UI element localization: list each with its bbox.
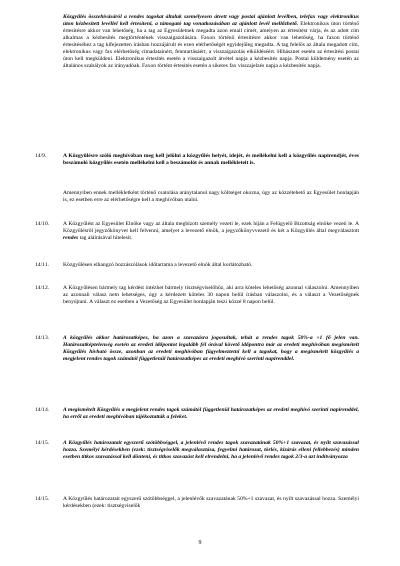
intro-paragraph [63, 14, 359, 70]
section-14-9-text: A Közgyűlésre szóló meghívóban meg kell jelölni a közgyűlés helyét, idejét, és mellékelni kell a közgyűlés napirendjét, éves beszámoló közgyűlés esetén mellékelni kell a beszámolót és annak mellékleteit is. [63, 153, 359, 166]
section-14-11-text: Közgyűlésen elhangzó hozzászólások időtartama a levezető elnök által korlátozható. [63, 262, 253, 268]
section-number: 14/12. [35, 285, 50, 291]
section-14-9-continuation: Amennyiben ennek mellékletként történő csatolása aránytalanul nagy költséget okozna, úgy az közzétehető az Egyesület honlapján is, ez esetben erre az elérhetőségre kell a meghívóban utalni. [63, 190, 359, 203]
section-number: 14/11. [35, 262, 49, 268]
section-14-15-a-text: A Közgyűlés határozatait egyszerű szótöbbséggel, a jelenlévő rendes tagok szavazatának 50%+1 szavazat, és nyílt szavazással hozza. Személyi kérdésekben (ezek: tisztségviselők megválasztása, fegyelmi határozat, törlés, kizárás elleni fellebbezés) minden esetben titkos szavazással kell dönteni, és titkos szavazást kell elrendelni, ha a jelenlévő rendes tagok 2/3-a azt indítványozza [63, 440, 359, 460]
page-number: 9 [198, 540, 202, 546]
section-number: 14/14. [35, 407, 50, 413]
section-number: 14/13. [35, 335, 50, 341]
section-14-12-text: A Közgyűlésen bármely tag kérdést intézhet bármely tisztségviselőhöz, aki arra köteles lehetőség azonnal válaszolni. Amennyiben az azonnali válasz nem lehetséges, úgy a kérdezett köteles 30 napon belül írásban válaszolni, és a választ a Vezetőségnek benyújtani. A választ ez esetben a Vezetőség az Egyesület honlapján teszi közzé 8 napon belül. [63, 285, 359, 305]
intro-text: Elektronikus úton történő értesítésre akkor van lehetőség, ha a tag az Egyesületnek megadta azon email címét, amelyen az értesítést várja, és az adott cím alkalmas a kézbesítés megtörténtének visszaigazolására. Faxon történő értesítésre akkor van lehetőség, ha faxon történő értesítéséhez a tag kifejezetten írásban hozzájárult és ezen elérhetőségét egyidejűleg megadta. A tag felelős az általa megadott cím, elektronikus vagy fax elérhetőség címadatainért, fenntartásáért, a visszaigazolás elküldéséért. Hibásznet esetén az értesítési postai úton kell megküldeni. Elektronikus értesítés esetén a visszaigazolt átvétel napja a kézbesítés napja. Postai küldemény esetén az általános szabályok az irányadóak. Faxon történt értesítés esetén a sikeres fax visszajelzés napja a kézbesítés napja. [63, 21, 359, 69]
section-14-15-b-text: A Közgyűlés határozatait egyszerű szótöbbséggel, a jelenlévők szavazatának 50%+1 szavazat, és nyílt szavazással hozza. Személyi kérdésekben (ezek: tisztségviselők [63, 496, 359, 509]
section-number: 14/15. [35, 496, 50, 502]
section-14-10-text-b: tag aláírásával hitelesít. [79, 235, 133, 241]
section-14-13-text: A közgyűlés akkor határozatképes, ha azon a szavazásra jogosultak, tehát a rendes tagok 50%-a +1 fő jelen van. Határozatképtelenség esetén az eredeti időpontot legalább fél órával követő időpontra már az eredeti meghívóban megismételt Közgyűlés hívható össze, azonban az eredeti meghívóban fügyelmeztetni kell a tagokat, hogy a megismételt közgyűlés a megjelent rendes tagok számától függetlenül határozatképes az eredeti meghívó szerinti napirenddel. [63, 335, 359, 362]
section-14-10-text-a: A Közgyűlést az Egyesület Elnöke vagy az általa megbízott személy vezeti le, ezek híján a Felügyelő Bizottság elnöke vezeti le. A Közgyűlésről jegyzőkönyvet kell felvenni, amelyet a levezető elnök, a jegyzőkönyvvezető és két a Közgyűlés által megválasztott [63, 221, 359, 234]
intro-emphasis: Közgyűlés összehívásáról a rendes tagokat általuk személyesen átvett vagy postai ajánlott levélben, telefax vagy elektronikus úton kézbesített levéllel kell értesíteni, a támogató tag vonatkozásában az ajánlott levél mellőzhető. [63, 14, 359, 27]
section-number: 14/15. [35, 440, 50, 446]
section-14-14-text: A megismételt Közgyűlés a megjelent rendes tagok számától függetlenül határozatképes az eredeti meghívó szerinti napirenddel, ha erről az eredeti meghívóban tájékoztatták a feleket. [63, 407, 359, 420]
section-14-10-emphasis: rendes [63, 235, 79, 241]
section-14-10-text [63, 221, 359, 242]
section-number: 14/9. [35, 153, 47, 159]
section-number: 14/10. [35, 221, 50, 227]
